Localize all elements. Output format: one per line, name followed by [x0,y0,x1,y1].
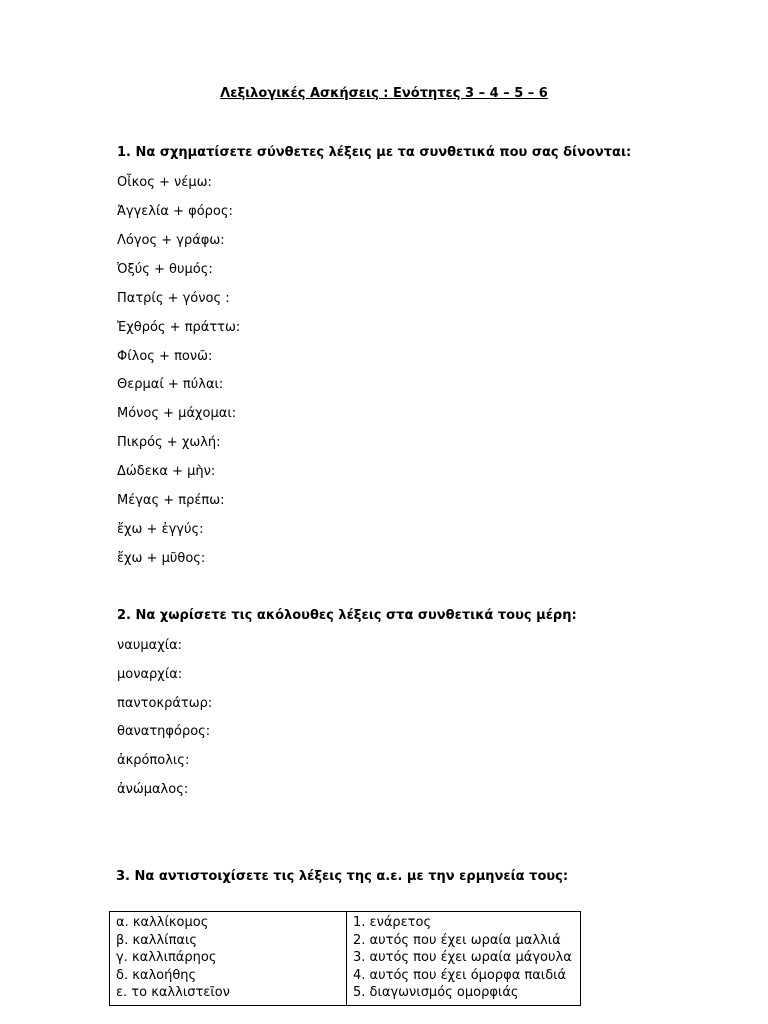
section-1-item: Οἶκος + νέμω: [117,175,212,190]
meaning-item: 3. αυτός που έχει ωραία μάγουλα [353,950,572,966]
word-item: γ. καλλιπάρηος [116,950,217,966]
meaning-item: 2. αυτός που έχει ωραία μαλλιά [353,932,561,948]
section-2-item: ἀνώμαλος: [117,782,189,797]
matching-table [109,911,581,1006]
section-1-item: Πατρίς + γόνος : [117,291,230,306]
section-2-item: ναυμαχία: [117,638,183,653]
table-row [110,912,581,1006]
section-1-heading: 1. Να σχηματίσετε σύνθετες λέξεις με τα συνθετικά που σας δίνονται: [117,145,632,160]
section-1-item: ἔχω + μῦθος: [117,551,206,566]
word-item: α. καλλίκομος [116,915,209,930]
section-1-item: Ἐχθρός + πράττω: [117,320,241,335]
meaning-item: 5. διαγωνισμός ομορφιάς [353,985,519,1001]
section-2-item: ἀκρόπολις: [117,753,190,768]
meaning-item: 4. αυτός που έχει όμορφα παιδιά [353,967,567,983]
page-title: Λεξιλογικές Ασκήσεις : Ενότητες 3 – 4 – 5 – 6 [220,86,548,101]
section-1-item: Πικρός + χωλή: [117,435,221,450]
meanings-column [347,912,581,1006]
section-1-item: Μέγας + πρέπω: [117,493,225,508]
section-3-heading: 3. Να αντιστοιχίσετε τις λέξεις της α.ε. με την ερμηνεία τους: [116,869,569,884]
word-item: δ. καλοήθης [116,967,197,983]
meaning-item: 1. ενάρετος [353,915,432,930]
section-2-item: παντοκράτωρ: [117,696,213,711]
section-1-item: Ὀξύς + θυμός: [117,262,213,277]
word-item: ε. το καλλιστεῖον [116,985,230,1001]
section-1-item: Ἀγγελία + φόρος: [117,204,233,219]
word-item: β. καλλίπαις [116,932,198,948]
section-1-item: Λόγος + γράφω: [117,233,225,248]
section-1-item: Μόνος + μάχομαι: [117,406,237,421]
section-1-item: Δώδεκα + μὴν: [117,464,216,479]
section-2-heading: 2. Να χωρίσετε τις ακόλουθες λέξεις στα συνθετικά τους μέρη: [117,608,577,623]
section-2-item: θανατηφόρος: [117,724,211,739]
section-1-item: Φίλος + πονῶ: [117,349,213,364]
section-1-item: ἔχω + ἐγγύς: [117,522,204,537]
section-2-item: μοναρχία: [117,667,183,682]
section-1-item: Θερμαί + πύλαι: [117,377,224,392]
words-column [110,912,347,1006]
